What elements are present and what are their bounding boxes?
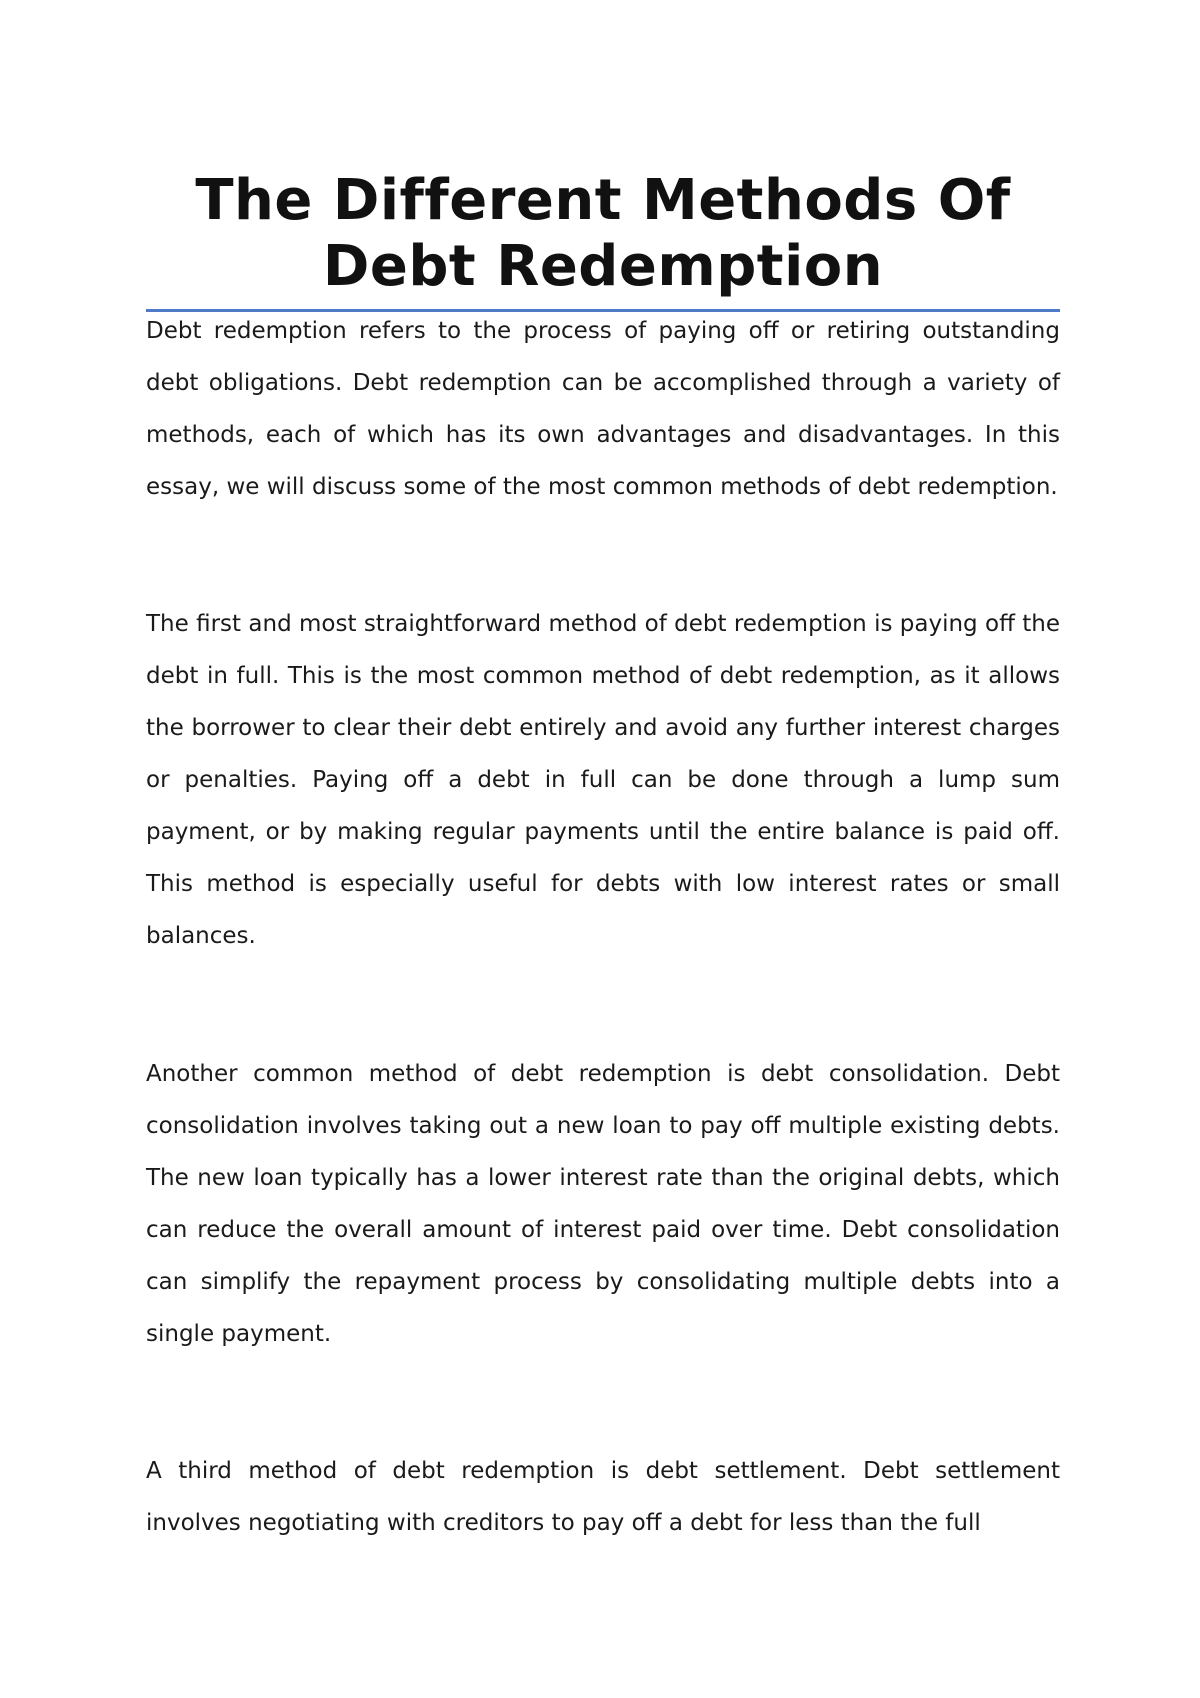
document-title: [146, 168, 1060, 300]
title-line-1: The Different Methods Of: [195, 168, 1011, 233]
paragraph-consolidation: Another common method of debt redemption is debt consolidation. Debt consolidation involves taking out a new loan to pay off multiple existing debts. The new loan typically has a lower interest rate than the original debts, which can reduce the overall amount of interest paid over time. Debt consolidation can simplify the repayment process by consolidating multiple debts into a single payment.: [146, 1061, 1060, 1347]
paragraph-pay-in-full: The first and most straightforward method of debt redemption is paying off the debt in full. This is the most common method of debt redemption, as it allows the borrower to clear their debt entirely and avoid any further interest charges or penalties. Paying off a debt in full can be done through a lump sum payment, or by making regular payments until the entire balance is paid off. This method is especially useful for debts with low interest rates or small balances.: [146, 611, 1060, 949]
title-line-2: Debt Redemption: [322, 234, 884, 299]
paragraph-intro: Debt redemption refers to the process of paying off or retiring outstanding debt obligations. Debt redemption can be accomplished through a variety of methods, each of which has its own advantages and disadvantages. In this essay, we will discuss some of the most common methods of debt redemption.: [146, 318, 1060, 500]
paragraph-settlement: A third method of debt redemption is debt settlement. Debt settlement involves negotiating with creditors to pay off a debt for less than the full: [146, 1458, 1060, 1536]
